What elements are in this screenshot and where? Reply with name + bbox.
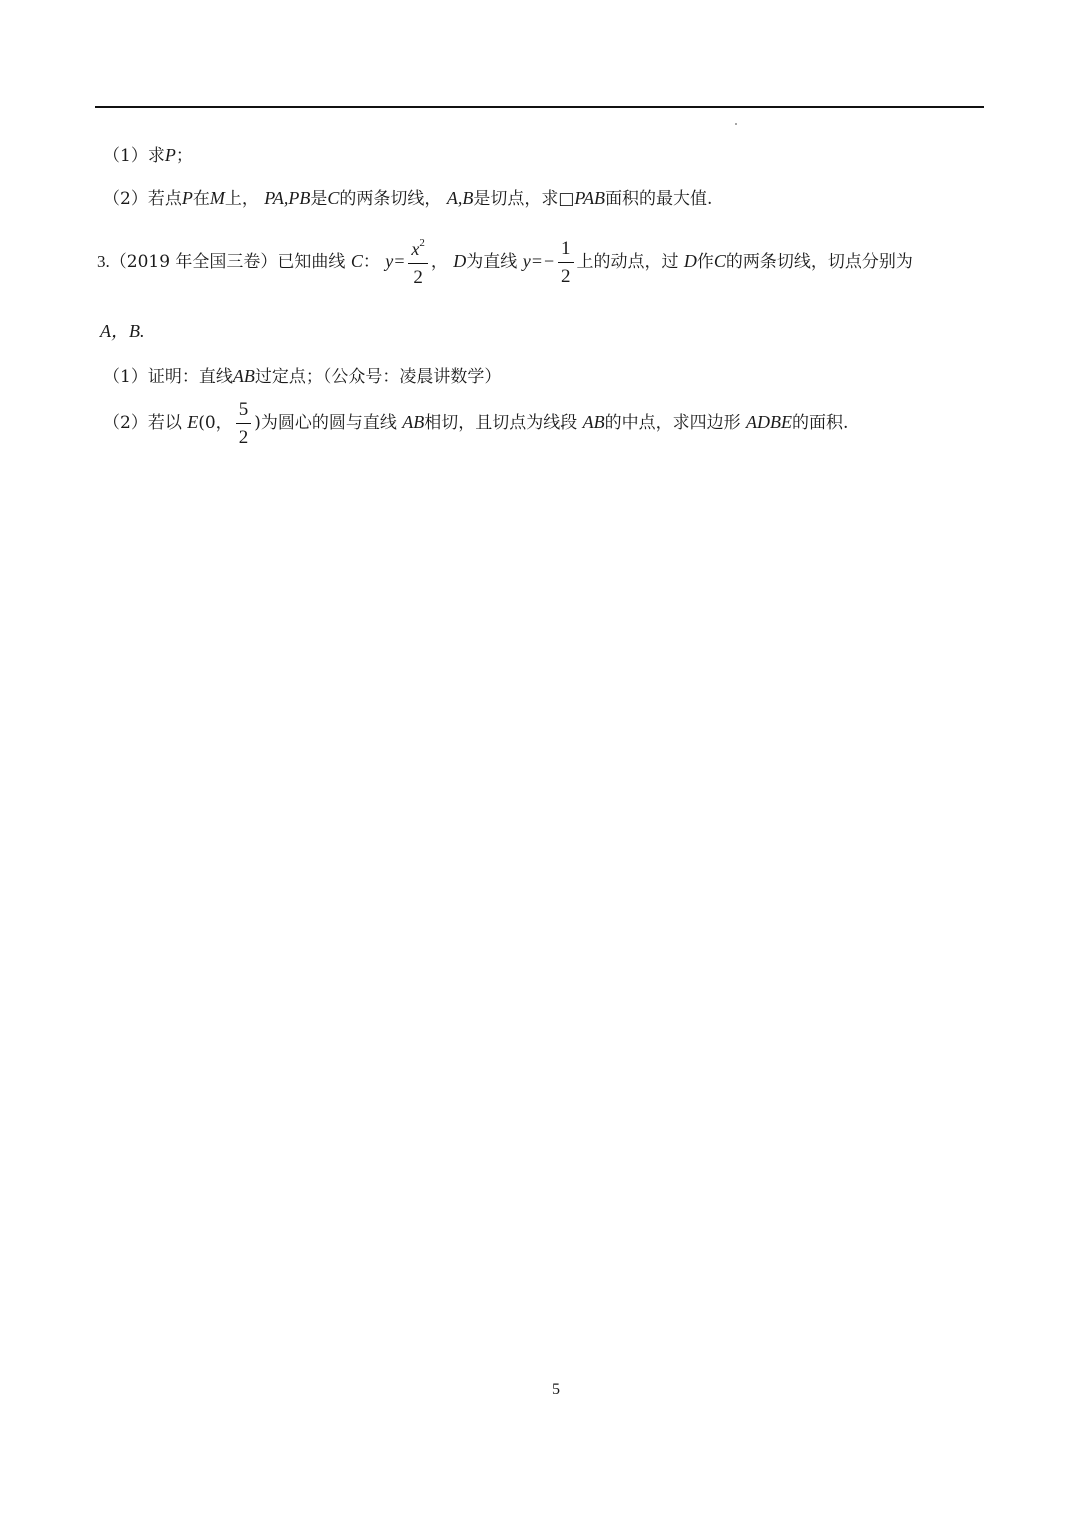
text: 的中点，求四边形 xyxy=(604,413,741,433)
line-denominator: 2 xyxy=(561,266,571,287)
curve-fraction xyxy=(408,238,428,287)
var-a-b: A,B xyxy=(446,188,474,208)
text: )为圆心的圆与直线 xyxy=(254,413,397,433)
q3-part1-line xyxy=(103,367,501,386)
var-ab: AB xyxy=(232,366,255,386)
var-c: C xyxy=(350,251,363,271)
q2-part2-label: （2）若点 xyxy=(103,189,182,209)
center-denominator: 2 xyxy=(238,427,249,448)
text: 的面积. xyxy=(792,413,849,433)
text: 相切，且切点为线段 xyxy=(424,413,578,433)
text: 过定点；（公众号：凌晨讲数学） xyxy=(254,367,502,387)
header-rule xyxy=(95,106,984,108)
var-c: C xyxy=(713,251,726,271)
text: 的两条切线， xyxy=(339,189,442,209)
var-d: D xyxy=(683,251,697,271)
var-pab: PAB xyxy=(574,188,606,208)
curve-numerator xyxy=(408,238,428,264)
var-ab: AB xyxy=(402,412,425,432)
text: 为直线 xyxy=(466,252,518,272)
var-y-eq: y= xyxy=(385,251,406,271)
page-number: 5 xyxy=(552,1381,560,1398)
var-e: E xyxy=(187,412,199,432)
text: (0， xyxy=(198,413,233,433)
question-source: （2019 年全国三卷） xyxy=(109,252,278,272)
var-m: M xyxy=(209,188,225,208)
var-p: P xyxy=(181,188,193,208)
var-c: C xyxy=(327,188,340,208)
q2-part2-line xyxy=(103,189,712,208)
text: 是切点，求 xyxy=(473,189,559,209)
q3-part1-label: （1）证明：直线 xyxy=(103,367,233,387)
q2-part1-end: ； xyxy=(175,146,193,166)
text: 的两条切线，切点分别为 xyxy=(725,252,913,272)
text: ， xyxy=(430,252,448,272)
var-pa-pb: PA,PB xyxy=(264,188,311,208)
var-adbe: ADBE xyxy=(746,412,793,432)
text: 已知曲线 xyxy=(277,252,346,272)
text: 作 xyxy=(696,252,714,272)
text: 上的动点，过 xyxy=(576,252,679,272)
q2-part1-var: P xyxy=(164,145,176,165)
q2-part1-line xyxy=(103,146,193,165)
question-number: 3. xyxy=(97,252,110,271)
var-d: D xyxy=(453,251,467,271)
line-numerator: 1 xyxy=(558,239,574,263)
text: ： xyxy=(362,252,380,272)
q3-part2-label: （2）若以 xyxy=(103,413,182,433)
text: 在 xyxy=(192,189,210,209)
text: 上， xyxy=(224,189,259,209)
scan-speck xyxy=(735,123,737,125)
q3-part2-line xyxy=(103,400,848,447)
line-fraction xyxy=(558,239,574,286)
q3-stem-line xyxy=(97,238,913,287)
q3-stem-continuation: A，B. xyxy=(100,321,145,341)
text: 是 xyxy=(310,189,328,209)
center-numerator: 5 xyxy=(236,400,252,424)
curve-denominator: 2 xyxy=(413,267,423,288)
var-x: x xyxy=(411,239,420,259)
exponent: 2 xyxy=(419,237,425,249)
missing-glyph-box: □ xyxy=(558,189,575,209)
var-y-eq-neg: y=− xyxy=(522,251,555,271)
text: 面积的最大值. xyxy=(605,189,713,209)
var-ab: AB xyxy=(582,412,605,432)
center-fraction xyxy=(236,400,252,447)
q2-part1-label: （1）求 xyxy=(103,146,165,166)
